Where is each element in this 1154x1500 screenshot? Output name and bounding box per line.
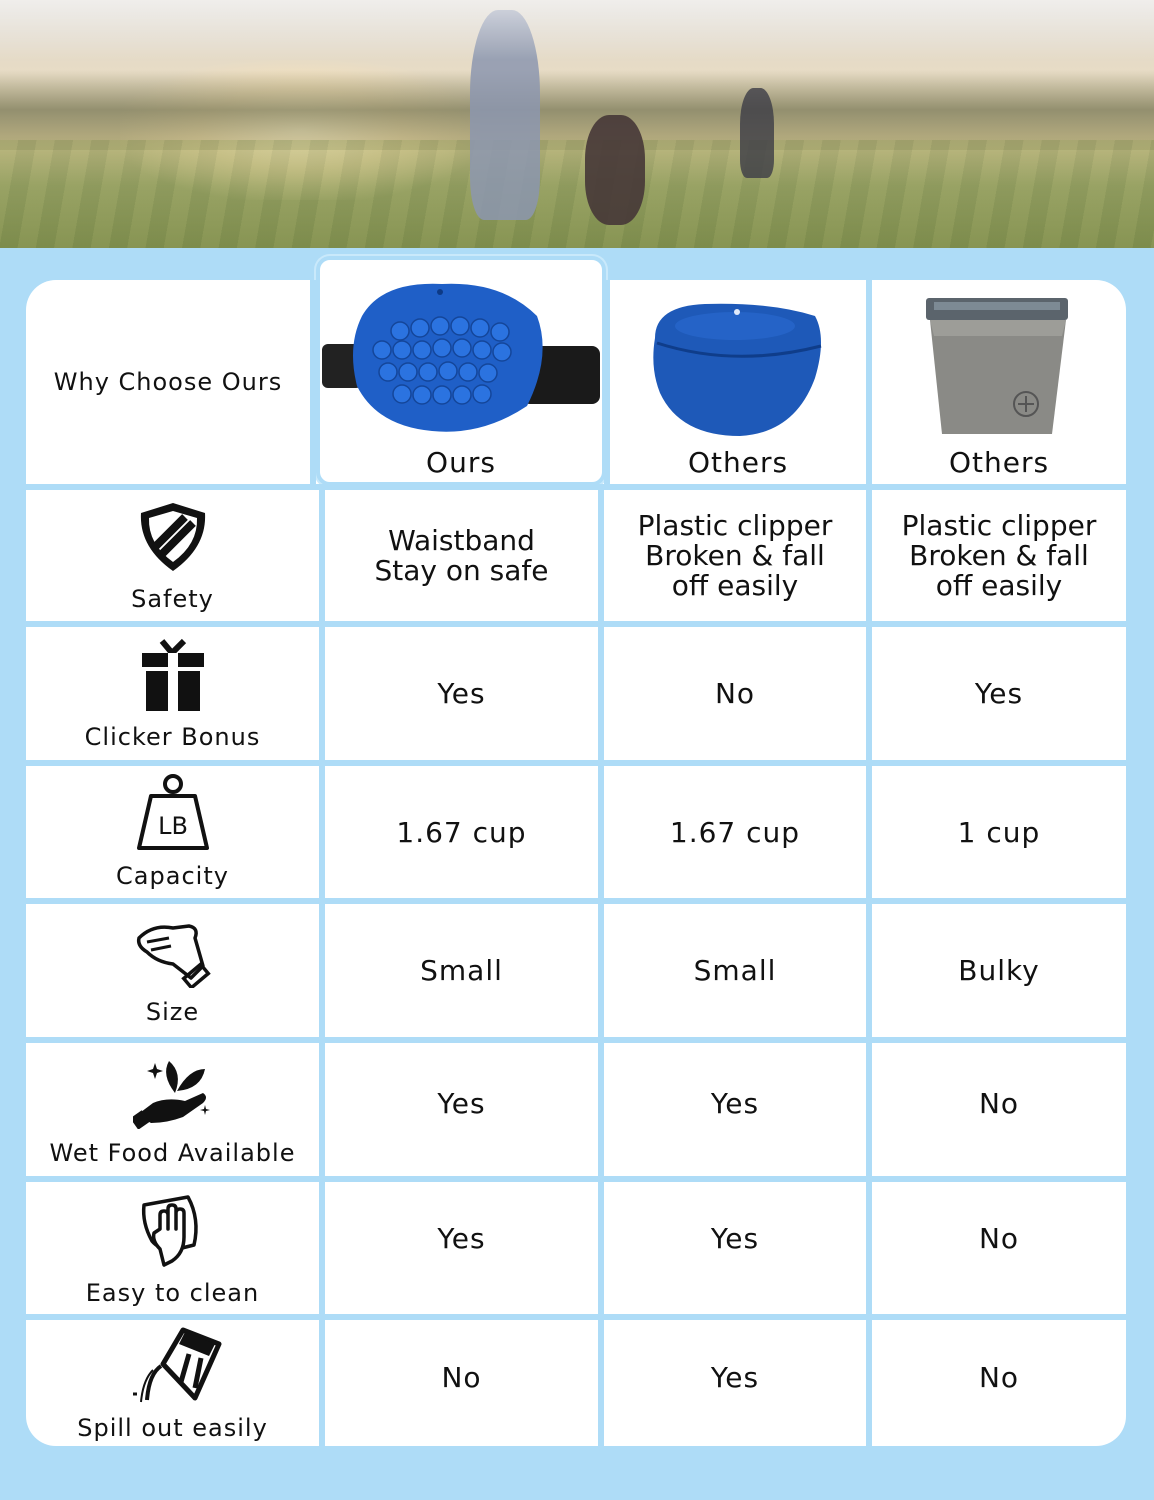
feature-cell-spill-out bbox=[26, 1320, 319, 1446]
value-cell bbox=[872, 904, 1126, 1037]
feature-label: Safety bbox=[131, 584, 214, 613]
value-cell bbox=[325, 904, 598, 1037]
value-cell bbox=[604, 1182, 866, 1294]
value-text: Yes bbox=[974, 677, 1024, 710]
column-header-others-2 bbox=[872, 440, 1126, 484]
hero-top-fade bbox=[0, 0, 1154, 60]
value-cell bbox=[325, 1182, 598, 1294]
value-line: Stay on safe bbox=[374, 553, 549, 587]
value-line: Broken & fall bbox=[909, 538, 1089, 572]
value-cell bbox=[872, 1320, 1126, 1434]
why-choose-ours-label: Why Choose Ours bbox=[53, 368, 283, 396]
value-cell bbox=[872, 627, 1126, 760]
others-fabric-pouch-image bbox=[920, 296, 1075, 438]
value-text: Small bbox=[420, 954, 503, 987]
grass-field bbox=[0, 140, 1154, 248]
shield-icon bbox=[135, 499, 211, 579]
running-boy bbox=[740, 88, 774, 178]
value-cell bbox=[872, 766, 1126, 898]
value-text: No bbox=[978, 1086, 1020, 1120]
value-text: Yes bbox=[710, 1360, 760, 1394]
value-text: Small bbox=[693, 954, 777, 987]
running-dog bbox=[585, 115, 645, 225]
value-line: Waistband bbox=[388, 523, 535, 557]
feature-cell-clicker-bonus bbox=[26, 627, 319, 760]
value-text: Yes bbox=[710, 1221, 760, 1255]
value-cell bbox=[604, 1320, 866, 1434]
value-cell bbox=[325, 766, 598, 898]
value-cell bbox=[604, 766, 866, 898]
weight-lb-icon bbox=[133, 774, 213, 856]
others-silicone-pouch-image bbox=[645, 298, 830, 438]
feature-label: Clicker Bonus bbox=[84, 722, 261, 751]
feature-label: Capacity bbox=[116, 862, 229, 890]
feature-cell-size bbox=[26, 904, 319, 1037]
value-text: Yes bbox=[437, 1221, 486, 1255]
feature-label: Spill out easily bbox=[77, 1414, 268, 1442]
value-cell bbox=[872, 1182, 1126, 1294]
value-text: 1.67 cup bbox=[669, 815, 801, 849]
value-cell bbox=[604, 904, 866, 1037]
value-cell bbox=[872, 490, 1126, 621]
value-line: off easily bbox=[671, 568, 799, 602]
ours-product-image bbox=[322, 276, 602, 436]
value-cell bbox=[325, 1043, 598, 1163]
column-header-others-1 bbox=[610, 440, 866, 484]
value-cell bbox=[325, 490, 598, 621]
value-text: Yes bbox=[437, 1086, 486, 1120]
value-text: Bulky bbox=[958, 954, 1040, 987]
value-text: No bbox=[441, 1360, 482, 1394]
value-text: No bbox=[978, 1360, 1020, 1394]
column-header-ours bbox=[316, 440, 606, 484]
value-cell bbox=[325, 1320, 598, 1434]
value-text: 1 cup bbox=[957, 815, 1041, 849]
value-cell bbox=[325, 627, 598, 760]
feature-cell-safety bbox=[26, 490, 319, 621]
value-line: Plastic clipper bbox=[637, 508, 833, 542]
column-label: Others bbox=[687, 445, 789, 479]
svg-text:LB: LB bbox=[157, 812, 188, 840]
column-label: Others bbox=[948, 445, 1050, 479]
value-cell bbox=[604, 490, 866, 621]
gift-icon bbox=[138, 637, 208, 717]
feature-label: Size bbox=[145, 997, 200, 1026]
value-text: No bbox=[978, 1221, 1020, 1255]
value-line: Plastic clipper bbox=[901, 508, 1097, 542]
spilling-cup-icon bbox=[123, 1324, 223, 1408]
value-text: Yes bbox=[437, 677, 486, 710]
value-line: Broken & fall bbox=[645, 538, 825, 572]
value-text: Yes bbox=[710, 1086, 760, 1120]
feature-label: Wet Food Available bbox=[49, 1138, 296, 1167]
value-cell bbox=[604, 1043, 866, 1163]
value-cell bbox=[872, 1043, 1126, 1163]
hand-wipe-icon bbox=[138, 1189, 208, 1273]
value-text: No bbox=[714, 677, 756, 710]
feature-label: Easy to clean bbox=[85, 1279, 260, 1307]
value-cell bbox=[604, 627, 866, 760]
hand-pinch-icon bbox=[133, 916, 213, 992]
tree-line bbox=[0, 70, 1154, 150]
feature-cell-capacity bbox=[26, 766, 319, 898]
feature-cell-easy-to-clean bbox=[26, 1182, 319, 1314]
feature-cell-wet-food bbox=[26, 1043, 319, 1176]
value-line: off easily bbox=[935, 568, 1063, 602]
hero-photo bbox=[0, 0, 1154, 248]
corner-header bbox=[26, 280, 310, 484]
value-text: 1.67 cup bbox=[396, 815, 527, 849]
column-label: Ours bbox=[426, 445, 496, 479]
hand-leaf-icon bbox=[133, 1053, 213, 1133]
